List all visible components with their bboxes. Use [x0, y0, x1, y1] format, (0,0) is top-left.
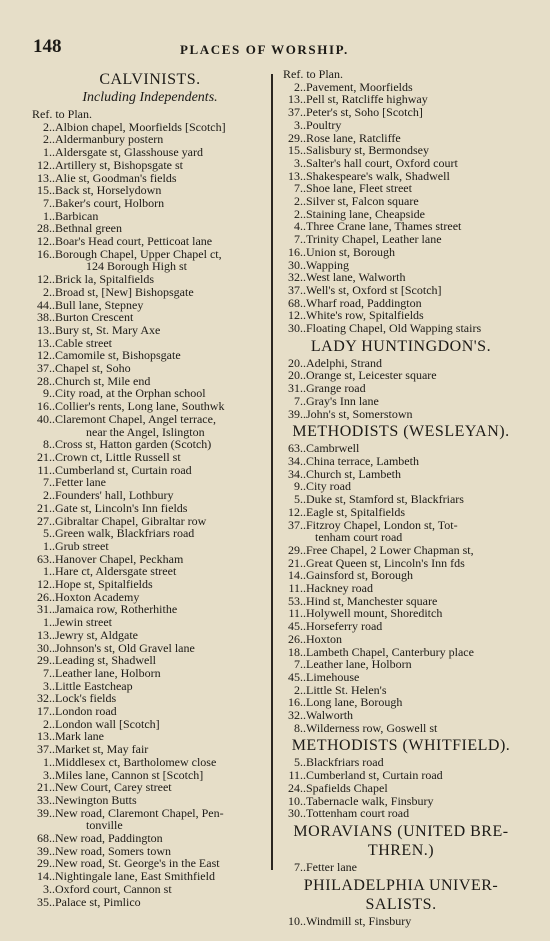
section-subheading: Including Independents. — [82, 90, 218, 105]
plan-ref-number: 12 — [288, 308, 300, 323]
place-name: ..Cross st, Hatton garden (Scotch) — [49, 437, 212, 452]
list-item — [281, 915, 521, 928]
place-name: ..Barbican — [49, 208, 99, 223]
plan-ref-number: 12 — [288, 504, 300, 519]
place-name: ..China terrace, Lambeth — [300, 453, 419, 468]
plan-ref-number: 11 — [288, 581, 300, 596]
section-heading: PHILADELPHIA UNIVER- — [303, 876, 499, 894]
plan-ref-number: 31 — [37, 602, 49, 617]
place-name: ..Middlesex ct, Bartholomew close — [49, 754, 217, 769]
ref-to-plan-label: Ref. to Plan. — [32, 107, 92, 121]
place-name: ..Horseferry road — [300, 619, 383, 634]
plan-ref-number: 39 — [37, 843, 49, 858]
plan-ref-number: 34 — [288, 453, 300, 468]
plan-ref-number: 28 — [37, 373, 49, 388]
plan-ref-number: 37 — [288, 282, 300, 297]
list-item — [281, 807, 521, 820]
plan-ref-number: 15 — [37, 183, 49, 198]
place-name: ..New road, Somers town — [49, 843, 171, 858]
plan-ref-number: 15 — [288, 143, 300, 158]
place-name: ..Spafields Chapel — [300, 780, 388, 795]
section-heading-continued: THREN.) — [367, 841, 435, 859]
place-name: ..Long lane, Borough — [300, 695, 403, 710]
plan-ref-number: 7 — [294, 657, 300, 672]
column-divider — [271, 74, 273, 870]
list-item — [30, 807, 270, 820]
plan-ref-number: 16 — [37, 246, 49, 261]
plan-ref-number: 1 — [43, 754, 49, 769]
place-name: ..Pell st, Ratcliffe highway — [300, 92, 428, 107]
plan-ref-number: 29 — [288, 130, 300, 145]
place-name: ..London wall [Scotch] — [49, 716, 160, 731]
entry-list — [281, 357, 521, 421]
plan-ref-number: 40 — [37, 411, 49, 426]
place-name: ..Bethnal green — [49, 221, 122, 236]
place-name: ..Holywell mount, Shoreditch — [300, 606, 443, 621]
place-name: ..Gainsford st, Borough — [300, 568, 413, 583]
place-name: ..Broad st, [New] Bishopsgate — [49, 284, 194, 299]
plan-ref-number: 13 — [37, 729, 49, 744]
place-name: ..Leading st, Shadwell — [49, 653, 156, 668]
plan-ref-number: 2 — [43, 284, 49, 299]
place-name: ..Borough Chapel, Upper Chapel ct, — [49, 246, 222, 261]
plan-ref-number: 30 — [288, 257, 300, 272]
place-name: ..Bury st, St. Mary Axe — [49, 322, 161, 337]
plan-ref-number: 31 — [288, 381, 300, 396]
plan-ref-number: 14 — [37, 869, 49, 884]
list-item — [30, 413, 270, 426]
place-name: ..City road, at the Orphan school — [49, 386, 206, 401]
place-name: ..London road — [49, 704, 117, 719]
plan-ref-number: 1 — [43, 564, 49, 579]
list-item — [281, 722, 521, 735]
plan-ref-number: 45 — [288, 619, 300, 634]
plan-ref-number: 38 — [37, 310, 49, 325]
place-name: ..Cable street — [49, 335, 112, 350]
place-name: ..West lane, Walworth — [300, 270, 406, 285]
entry-list — [281, 81, 521, 335]
place-name: ..Wilderness row, Goswell st — [300, 720, 438, 735]
place-name: ..Salisbury st, Bermondsey — [300, 143, 429, 158]
plan-ref-number: 30 — [37, 640, 49, 655]
plan-ref-number: 8 — [294, 720, 300, 735]
place-name: ..Three Crane lane, Thames street — [300, 219, 462, 234]
plan-ref-number: 2 — [294, 682, 300, 697]
plan-ref-number: 21 — [288, 555, 300, 570]
place-name: ..Artillery st, Bishopsgate st — [49, 157, 183, 172]
place-name: ..Fetter lane — [49, 475, 106, 490]
place-name: ..Back st, Horselydown — [49, 183, 162, 198]
entry-list — [30, 121, 270, 909]
place-name: ..Palace st, Pimlico — [49, 894, 141, 909]
section-heading-continued: SALISTS. — [365, 895, 437, 913]
plan-ref-number: 13 — [37, 322, 49, 337]
plan-ref-number: 33 — [37, 792, 49, 807]
place-name: ..Little Eastcheap — [49, 678, 133, 693]
plan-ref-number: 37 — [37, 742, 49, 757]
place-name: ..City road — [300, 479, 351, 494]
place-name: ..Gray's Inn lane — [300, 393, 379, 408]
place-name: ..Leather lane, Holborn — [49, 665, 161, 680]
place-name: ..Founders' hall, Lothbury — [49, 488, 174, 503]
plan-ref-number: 12 — [37, 272, 49, 287]
plan-ref-number: 63 — [288, 441, 300, 456]
plan-ref-number: 13 — [37, 170, 49, 185]
plan-ref-number: 34 — [288, 466, 300, 481]
plan-ref-number: 35 — [37, 894, 49, 909]
plan-ref-number: 29 — [288, 542, 300, 557]
list-item — [281, 408, 521, 421]
place-name: ..Collier's rents, Long lane, Southwk — [49, 399, 225, 414]
entry-continuation: 124 Borough High st — [86, 259, 188, 274]
plan-ref-number: 3 — [43, 767, 49, 782]
place-name: ..Hoxton Academy — [49, 589, 140, 604]
plan-ref-number: 11 — [288, 768, 300, 783]
place-name: ..Windmill st, Finsbury — [300, 913, 412, 928]
plan-ref-number: 29 — [37, 856, 49, 871]
plan-ref-number: 16 — [37, 399, 49, 414]
plan-ref-number: 2 — [43, 132, 49, 147]
plan-ref-number: 5 — [294, 492, 300, 507]
plan-ref-number: 37 — [288, 517, 300, 532]
place-name: ..Church st, Mile end — [49, 373, 151, 388]
page-number: 148 — [33, 36, 62, 57]
place-name: ..Jewin street — [49, 615, 112, 630]
place-name: ..Aldermanbury postern — [49, 132, 164, 147]
place-name: ..Lock's fields — [49, 691, 117, 706]
plan-ref-number: 63 — [37, 551, 49, 566]
place-name: ..Aldersgate st, Glasshouse yard — [49, 145, 203, 160]
place-name: ..Free Chapel, 2 Lower Chapman st, — [300, 542, 474, 557]
place-name: ..Salter's hall court, Oxford court — [300, 155, 458, 170]
plan-ref-number: 3 — [43, 678, 49, 693]
plan-ref-number: 13 — [288, 92, 300, 107]
place-name: ..Trinity Chapel, Leather lane — [300, 232, 442, 247]
plan-ref-number: 12 — [37, 157, 49, 172]
place-name: ..Staining lane, Cheapside — [300, 206, 425, 221]
plan-ref-number: 11 — [37, 462, 49, 477]
place-name: ..Mark lane — [49, 729, 104, 744]
place-name: ..Blackfriars road — [300, 755, 384, 770]
plan-ref-number: 2 — [294, 206, 300, 221]
entry-continuation: tonville — [86, 818, 123, 833]
plan-ref-number: 37 — [288, 105, 300, 120]
place-name: ..Cambrwell — [300, 441, 360, 456]
place-name: ..Adelphi, Strand — [300, 355, 382, 370]
plan-ref-number: 9 — [43, 386, 49, 401]
plan-ref-number: 7 — [294, 393, 300, 408]
place-name: ..Floating Chapel, Old Wapping stairs — [300, 321, 482, 336]
plan-ref-number: 3 — [294, 155, 300, 170]
place-name: ..Poultry — [300, 117, 342, 132]
plan-ref-number: 20 — [288, 355, 300, 370]
place-name: ..White's row, Spitalfields — [300, 308, 424, 323]
page-header — [0, 0, 550, 64]
entry-continuation: near the Angel, Islington — [86, 424, 205, 439]
place-name: ..New road, Claremont Chapel, Pen- — [49, 805, 224, 820]
plan-ref-number: 1 — [43, 538, 49, 553]
plan-ref-number: 21 — [37, 780, 49, 795]
place-name: ..Union st, Borough — [300, 244, 396, 259]
plan-ref-number: 32 — [288, 708, 300, 723]
place-name: ..Gate st, Lincoln's Inn fields — [49, 500, 188, 515]
plan-ref-number: 2 — [43, 716, 49, 731]
place-name: ..Camomile st, Bishopsgate — [49, 348, 181, 363]
place-name: ..Gibraltar Chapel, Gibraltar row — [49, 513, 207, 528]
place-name: ..Claremont Chapel, Angel terrace, — [49, 411, 216, 426]
section-heading: LADY HUNTINGDON'S. — [310, 337, 492, 355]
plan-ref-number: 20 — [288, 368, 300, 383]
place-name: ..Duke st, Stamford st, Blackfriars — [300, 492, 464, 507]
section-heading: METHODISTS (WHITFIELD). — [291, 737, 511, 755]
section-list — [281, 338, 521, 928]
right-column — [281, 68, 521, 927]
place-name: ..Walworth — [300, 708, 354, 723]
plan-ref-number: 2 — [43, 119, 49, 134]
plan-ref-number: 13 — [37, 627, 49, 642]
place-name: ..Green walk, Blackfriars road — [49, 526, 195, 541]
place-name: ..Orange st, Leicester square — [300, 368, 437, 383]
plan-ref-number: 45 — [288, 669, 300, 684]
place-name: ..Leather lane, Holborn — [300, 657, 412, 672]
plan-ref-number: 26 — [37, 589, 49, 604]
place-name: ..Johnson's st, Old Gravel lane — [49, 640, 195, 655]
running-head: PLACES OF WORSHIP. — [180, 42, 349, 57]
place-name: ..Alie st, Goodman's fields — [49, 170, 177, 185]
plan-ref-number: 8 — [43, 437, 49, 452]
plan-ref-number: 2 — [294, 79, 300, 94]
plan-ref-number: 39 — [288, 406, 300, 421]
place-name: ..Cumberland st, Curtain road — [300, 768, 443, 783]
place-name: ..Fetter lane — [300, 859, 357, 874]
plan-ref-number: 10 — [288, 913, 300, 928]
section-heading: MORAVIANS (UNITED BRE- — [293, 822, 509, 840]
plan-ref-number: 7 — [294, 181, 300, 196]
plan-ref-number: 5 — [294, 755, 300, 770]
place-name: ..Jamaica row, Rotherhithe — [49, 602, 178, 617]
plan-ref-number: 12 — [37, 577, 49, 592]
plan-ref-number: 37 — [37, 361, 49, 376]
plan-ref-number: 17 — [37, 704, 49, 719]
plan-ref-number: 7 — [43, 475, 49, 490]
entry-list — [281, 442, 521, 734]
plan-ref-number: 13 — [37, 335, 49, 350]
place-name: ..Brick la, Spitalfields — [49, 272, 154, 287]
place-name: ..Pavement, Moorfields — [300, 79, 413, 94]
plan-ref-number: 14 — [288, 568, 300, 583]
place-name: ..Church st, Lambeth — [300, 466, 401, 481]
plan-ref-number: 11 — [288, 606, 300, 621]
place-name: ..Hare ct, Aldersgate street — [49, 564, 177, 579]
plan-ref-number: 27 — [37, 513, 49, 528]
place-name: ..New road, St. George's in the East — [49, 856, 220, 871]
place-name: ..Hope st, Spitalfields — [49, 577, 153, 592]
place-name: ..Miles lane, Cannon st [Scotch] — [49, 767, 204, 782]
plan-ref-number: 16 — [288, 244, 300, 259]
plan-ref-number: 12 — [37, 348, 49, 363]
plan-ref-number: 3 — [43, 881, 49, 896]
plan-ref-number: 30 — [288, 806, 300, 821]
place-name: ..Little St. Helen's — [300, 682, 387, 697]
plan-ref-number: 5 — [43, 526, 49, 541]
place-name: ..Oxford court, Cannon st — [49, 881, 172, 896]
place-name: ..New road, Paddington — [49, 831, 163, 846]
plan-ref-number: 3 — [294, 117, 300, 132]
plan-ref-number: 32 — [37, 691, 49, 706]
place-name: ..Shoe lane, Fleet street — [300, 181, 412, 196]
plan-ref-number: 9 — [294, 479, 300, 494]
place-name: ..Wapping — [300, 257, 350, 272]
plan-ref-number: 28 — [37, 221, 49, 236]
place-name: ..John's st, Somerstown — [300, 406, 413, 421]
place-name: ..Fitzroy Chapel, London st, Tot- — [300, 517, 458, 532]
place-name: ..Newington Butts — [49, 792, 137, 807]
plan-ref-number: 13 — [288, 168, 300, 183]
place-name: ..Lambeth Chapel, Canterbury place — [300, 644, 474, 659]
list-item — [281, 861, 521, 874]
list-item — [281, 322, 521, 335]
place-name: ..Tottenham court road — [300, 806, 410, 821]
place-name: ..Rose lane, Ratcliffe — [300, 130, 401, 145]
plan-ref-number: 29 — [37, 653, 49, 668]
place-name: ..Baker's court, Holborn — [49, 195, 165, 210]
plan-ref-number: 7 — [43, 195, 49, 210]
place-name: ..Boar's Head court, Petticoat lane — [49, 234, 213, 249]
place-name: ..Hanover Chapel, Peckham — [49, 551, 184, 566]
place-name: ..Jewry st, Aldgate — [49, 627, 138, 642]
plan-ref-number: 16 — [288, 695, 300, 710]
plan-ref-number: 4 — [294, 219, 300, 234]
plan-ref-number: 1 — [43, 145, 49, 160]
place-name: ..Shakespeare's walk, Shadwell — [300, 168, 450, 183]
place-name: ..Chapel st, Soho — [49, 361, 131, 376]
place-name: ..Cumberland st, Curtain road — [49, 462, 192, 477]
plan-ref-number: 1 — [43, 615, 49, 630]
plan-ref-number: 7 — [294, 232, 300, 247]
place-name: ..Crown ct, Little Russell st — [49, 449, 181, 464]
place-name: ..Limehouse — [300, 669, 360, 684]
place-name: ..Burton Crescent — [49, 310, 134, 325]
section-heading: METHODISTS (WESLEYAN). — [292, 423, 510, 441]
plan-ref-number: 12 — [37, 234, 49, 249]
plan-ref-number: 44 — [37, 297, 49, 312]
place-name: ..Hoxton — [300, 631, 342, 646]
entry-list — [281, 861, 521, 874]
place-name: ..Grub street — [49, 538, 109, 553]
plan-ref-number: 53 — [288, 593, 300, 608]
entry-continuation: tenham court road — [315, 530, 403, 545]
plan-ref-number: 68 — [288, 295, 300, 310]
place-name: ..Nightingale lane, East Smithfield — [49, 869, 215, 884]
plan-ref-number: 1 — [43, 208, 49, 223]
plan-ref-number: 7 — [43, 665, 49, 680]
place-name: ..Market st, May fair — [49, 742, 149, 757]
plan-ref-number: 21 — [37, 449, 49, 464]
list-item — [30, 896, 270, 909]
place-name: ..Hackney road — [300, 581, 373, 596]
place-name: ..New Court, Carey street — [49, 780, 172, 795]
plan-ref-number: 24 — [288, 780, 300, 795]
plan-ref-number: 2 — [43, 488, 49, 503]
plan-ref-number: 68 — [37, 831, 49, 846]
place-name: ..Bull lane, Stepney — [49, 297, 144, 312]
plan-ref-number: 39 — [37, 805, 49, 820]
plan-ref-number: 32 — [288, 270, 300, 285]
place-name: ..Great Queen st, Lincoln's Inn fds — [300, 555, 465, 570]
place-name: ..Wharf road, Paddington — [300, 295, 422, 310]
section-heading-calvinists: CALVINISTS. — [99, 71, 201, 88]
entry-list — [281, 756, 521, 820]
plan-ref-number: 7 — [294, 859, 300, 874]
place-name: ..Albion chapel, Moorfields [Scotch] — [49, 119, 226, 134]
place-name: ..Tabernacle walk, Finsbury — [300, 793, 434, 808]
place-name: ..Eagle st, Spitalfields — [300, 504, 405, 519]
place-name: ..Peter's st, Soho [Scotch] — [300, 105, 423, 120]
plan-ref-number: 10 — [288, 793, 300, 808]
plan-ref-number: 18 — [288, 644, 300, 659]
plan-ref-number: 30 — [288, 321, 300, 336]
place-name: ..Silver st, Falcon square — [300, 194, 419, 209]
place-name: ..Grange road — [300, 381, 366, 396]
place-name: ..Well's st, Oxford st [Scotch] — [300, 282, 442, 297]
ref-to-plan-label: Ref. to Plan. — [283, 67, 343, 81]
plan-ref-number: 2 — [294, 194, 300, 209]
place-name: ..Hind st, Manchester square — [300, 593, 438, 608]
plan-ref-number: 21 — [37, 500, 49, 515]
entry-list — [281, 915, 521, 928]
plan-ref-number: 26 — [288, 631, 300, 646]
left-column — [30, 68, 270, 908]
